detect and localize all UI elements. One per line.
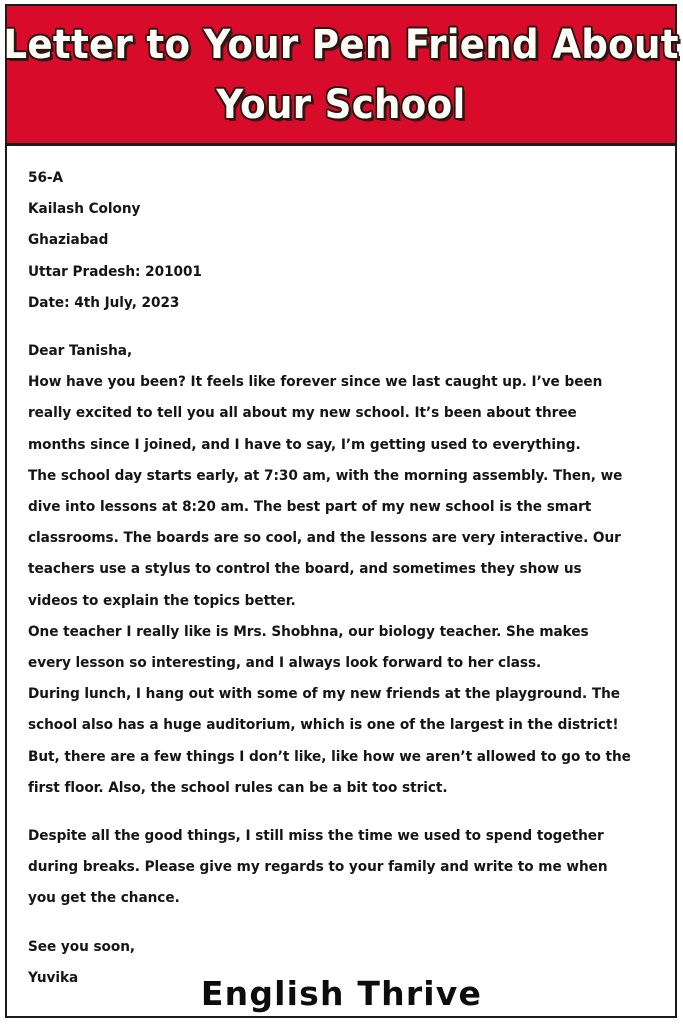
address-line: 56-A (28, 170, 64, 186)
letter-paragraph: The school day starts early, at 7:30 am, with the morning assembly. Then, we dive into lessons at 8:20 am. The best part of my new school is the smart classrooms. The boards are so cool, and the lessons are very interactive. Our teachers use a stylus to control the board, and sometimes they show us videos to explain the topics better. (28, 467, 623, 609)
brand-wordmark: English Thrive (200, 974, 483, 1013)
page-title-line-2: Your School (216, 81, 466, 128)
title-banner (3, 6, 679, 146)
letter-sender-name: Yuvika (28, 969, 79, 986)
page-title-line-1: Letter to Your Pen Friend About (3, 21, 679, 68)
address-line: Ghaziabad (28, 232, 109, 249)
spacer (28, 804, 664, 821)
letter-paragraph: One teacher I really like is Mrs. Shobhna, our biology teacher. She makes every lesson so interesting, and I always look forward to her class. (28, 623, 589, 672)
letter-content (7, 149, 675, 1015)
letter-signoff: See you soon, (28, 938, 136, 955)
letter-paragraph: During lunch, I hang out with some of my new friends at the playground. The school also has a huge auditorium, which is one of the largest in the district! But, there are a few things I don’t like, like how we aren’t allowed to go to the first floor. Also, the school rules can be a bit too strict. (28, 686, 631, 796)
letter-closing-paragraph: Despite all the good things, I still miss the time we used to spend together during breaks. Please give my regards to your family and write to me when you get the chance. (28, 828, 608, 907)
letter-paragraph: How have you been? It feels like forever since we last caught up. I’ve been really excited to tell you all about my new school. It’s been about three months since I joined, and I have to say, I’m getting used to everything. (28, 374, 603, 453)
letter-date: Date: 4th July, 2023 (28, 294, 180, 311)
address-line: Uttar Pradesh: 201001 (28, 263, 202, 280)
spacer (28, 915, 664, 932)
spacer (28, 319, 664, 336)
address-line: Kailash Colony (28, 201, 141, 218)
salutation: Dear Tanisha, (28, 343, 133, 360)
sender-address-block (28, 163, 664, 319)
